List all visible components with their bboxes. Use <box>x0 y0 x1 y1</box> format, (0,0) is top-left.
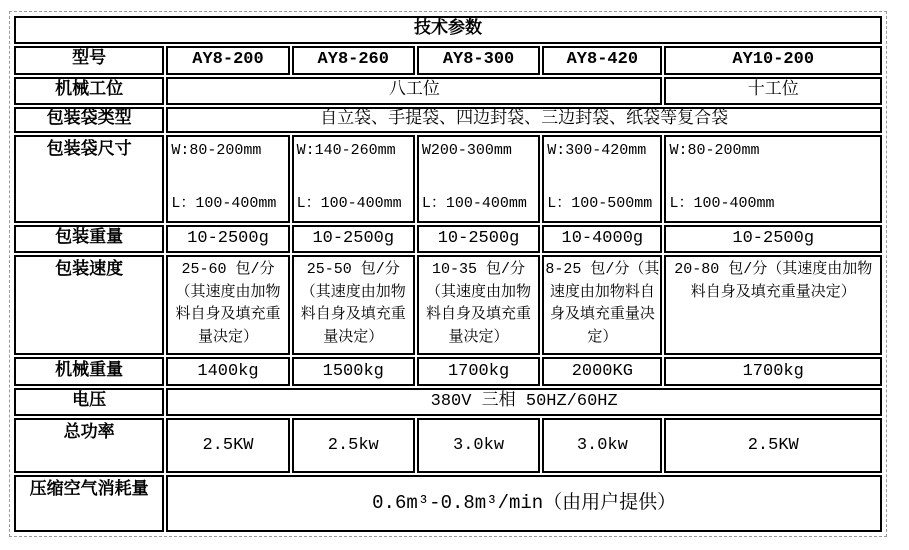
machine-weight-cell: 1700kg <box>417 357 540 386</box>
table-row <box>14 418 882 473</box>
bag-size-cell <box>292 135 415 223</box>
power-cell: 2.5KW <box>166 418 289 473</box>
power-cell: 3.0kw <box>417 418 540 473</box>
bag-size-cell <box>166 135 289 223</box>
pack-weight-cell: 10-2500g <box>417 225 540 253</box>
row-label-pack-speed: 包装速度 <box>14 255 164 355</box>
bag-length: L：100-400mm <box>421 194 527 212</box>
bag-width: W:80-200mm <box>669 142 760 160</box>
bag-width: W:80-200mm <box>171 142 262 160</box>
table-row <box>14 16 882 44</box>
pack-weight-cell: 10-2500g <box>166 225 289 253</box>
model-cell: AY8-200 <box>166 46 289 75</box>
pack-speed-cell: 10-35 包/分（其速度由加物料自身及填充重量决定） <box>417 255 540 355</box>
model-cell: AY8-300 <box>417 46 540 75</box>
model-cell: AY8-260 <box>292 46 415 75</box>
bag-width: W200-300mm <box>421 142 512 160</box>
spec-table <box>12 14 884 534</box>
table-row <box>14 135 882 223</box>
stations-eight-cell: 八工位 <box>166 77 662 105</box>
pack-speed-cell: 20-80 包/分（其速度由加物料自身及填充重量决定） <box>664 255 882 355</box>
row-label-model: 型号 <box>14 46 164 75</box>
voltage-cell: 380V 三相 50HZ/60HZ <box>166 388 882 416</box>
air-consumption-cell: 0.6m³-0.8m³/min（由用户提供） <box>166 475 882 532</box>
row-label-pack-weight: 包装重量 <box>14 225 164 253</box>
pack-weight-cell: 10-4000g <box>542 225 662 253</box>
row-label-bag-types: 包装袋类型 <box>14 107 164 133</box>
table-row <box>14 388 882 416</box>
row-label-power: 总功率 <box>14 418 164 473</box>
row-label-bag-size: 包装袋尺寸 <box>14 135 164 223</box>
table-title: 技术参数 <box>14 16 882 44</box>
bag-size-cell <box>542 135 662 223</box>
row-label-stations: 机械工位 <box>14 77 164 105</box>
table-row <box>14 475 882 532</box>
model-cell: AY10-200 <box>664 46 882 75</box>
text-boundary-dashed-frame <box>9 11 887 537</box>
bag-width: W:140-260mm <box>296 142 396 160</box>
stations-ten-cell: 十工位 <box>664 77 882 105</box>
model-cell: AY8-420 <box>542 46 662 75</box>
table-row <box>14 46 882 75</box>
pack-speed-cell: 25-50 包/分（其速度由加物料自身及填充重量决定） <box>292 255 415 355</box>
row-label-voltage: 电压 <box>14 388 164 416</box>
table-row <box>14 77 882 105</box>
table-row <box>14 107 882 133</box>
bag-length: L：100-400mm <box>669 194 775 212</box>
bag-length: L：100-500mm <box>547 194 653 212</box>
machine-weight-cell: 1700kg <box>664 357 882 386</box>
power-cell: 2.5KW <box>664 418 882 473</box>
table-row <box>14 255 882 355</box>
row-label-machine-weight: 机械重量 <box>14 357 164 386</box>
bag-size-cell <box>664 135 882 223</box>
bag-types-cell: 自立袋、手提袋、四边封袋、三边封袋、纸袋等复合袋 <box>166 107 882 133</box>
table-row <box>14 225 882 253</box>
machine-weight-cell: 1500kg <box>292 357 415 386</box>
bag-size-cell <box>417 135 540 223</box>
machine-weight-cell: 2000KG <box>542 357 662 386</box>
machine-weight-cell: 1400kg <box>166 357 289 386</box>
table-row <box>14 357 882 386</box>
bag-length: L：100-400mm <box>296 194 402 212</box>
pack-weight-cell: 10-2500g <box>292 225 415 253</box>
bag-length: L：100-400mm <box>171 194 277 212</box>
pack-speed-cell: 25-60 包/分（其速度由加物料自身及填充重量决定） <box>166 255 289 355</box>
power-cell: 3.0kw <box>542 418 662 473</box>
pack-weight-cell: 10-2500g <box>664 225 882 253</box>
row-label-air-consumption: 压缩空气消耗量 <box>14 475 164 532</box>
power-cell: 2.5kw <box>292 418 415 473</box>
bag-width: W:300-420mm <box>547 142 647 160</box>
pack-speed-cell: 8-25 包/分（其速度由加物料自身及填充重量决定） <box>542 255 662 355</box>
